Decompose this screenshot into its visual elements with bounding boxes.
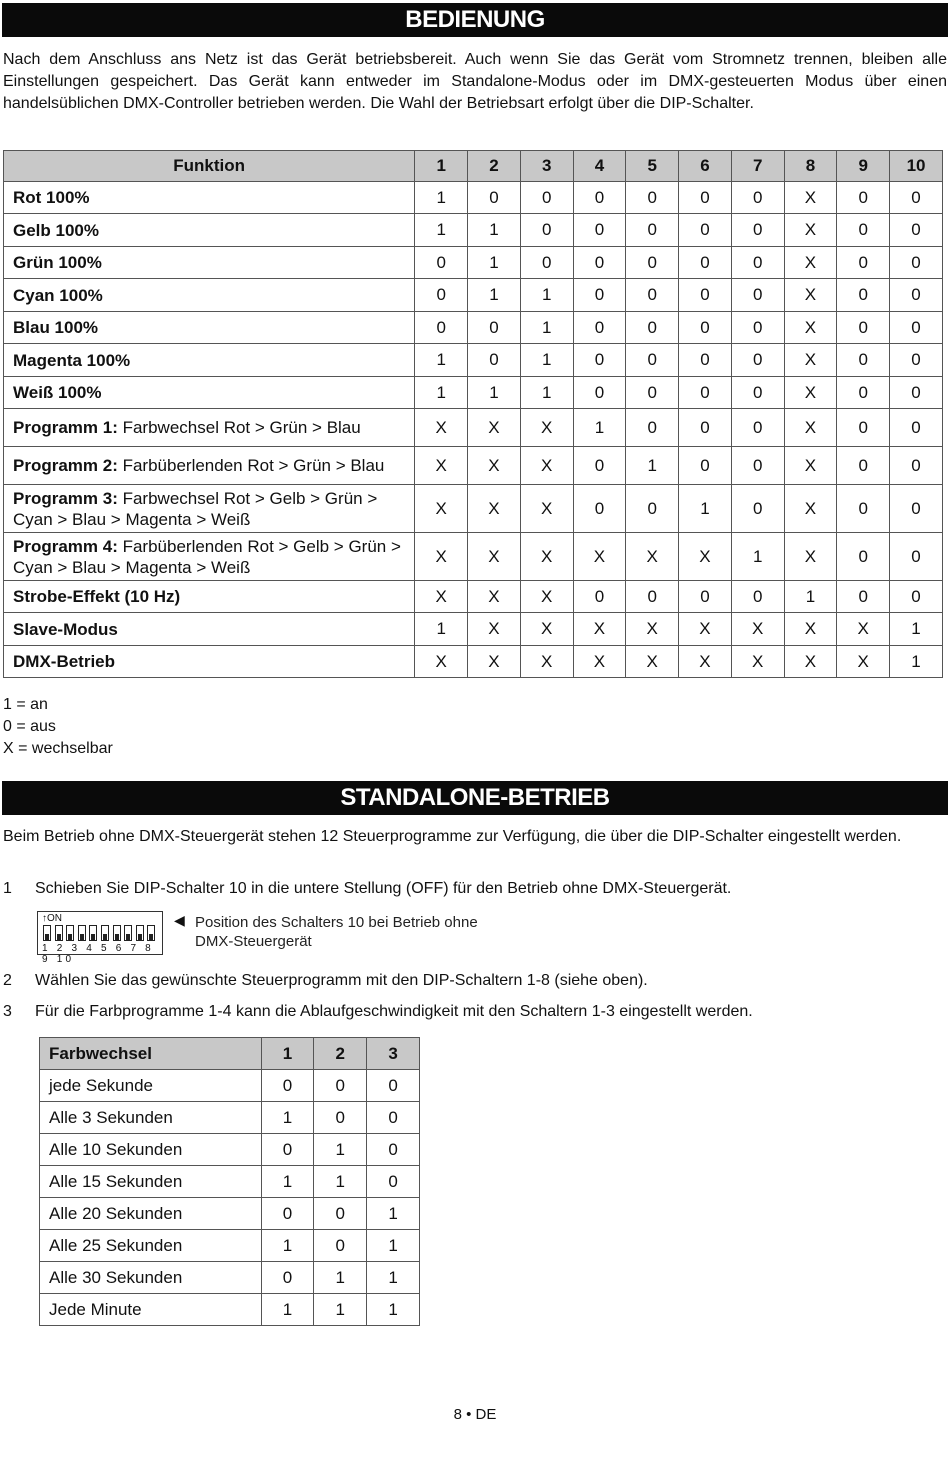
switch-value-cell: X [573, 646, 626, 678]
table-row [4, 279, 943, 312]
function-label-bold: Strobe-Effekt (10 Hz) [13, 587, 181, 606]
switch-value-cell: X [837, 613, 890, 646]
switch-value-cell: 0 [837, 533, 890, 581]
page-number: 8 • DE [453, 1406, 497, 1423]
switch-value-cell: X [784, 377, 837, 409]
function-label-bold: Slave-Modus [13, 619, 118, 639]
table-row [40, 1102, 420, 1134]
header-switch-6: 6 [679, 151, 732, 182]
switch-value-cell: X [468, 447, 521, 485]
switch-value-cell: 0 [837, 581, 890, 613]
function-label-bold: Gelb 100% [13, 220, 99, 240]
switch-value-cell: 0 [468, 344, 521, 377]
switch-value-cell: 1 [520, 279, 573, 312]
table-row [4, 533, 943, 581]
function-label-bold: Blau 100% [13, 318, 99, 337]
switch-value-cell: 0 [837, 214, 890, 247]
switch-value-cell: 0 [679, 247, 732, 279]
switch-value-cell: 0 [573, 344, 626, 377]
intro-paragraph: Nach dem Anschluss ans Netz ist das Gerät betriebsbereit. Auch wenn Sie das Gerät vom Stromnetz trennen, bleiben alle Einstellungen gespeichert. Das Gerät kann entweder im Standalone-Modus oder im DMX-gesteuerten Modus über einen handelsüblichen DMX-Controller betrieben werden. Die Wahl der Betriebsart erfolgt über die DIP-Schalter. [3, 51, 947, 112]
switch-value-cell: 0 [314, 1070, 367, 1102]
switch-value-cell: 0 [731, 214, 784, 247]
switch-value-cell: 0 [626, 214, 679, 247]
dip-switch-knob [115, 934, 119, 940]
switch-value-cell: 0 [261, 1070, 314, 1102]
switch-value-cell: 0 [573, 279, 626, 312]
switch-value-cell: 0 [573, 182, 626, 214]
header-switch-1: 1 [415, 151, 468, 182]
section-title-standalone: STANDALONE-BETRIEB [2, 781, 948, 815]
dip-switch [147, 925, 155, 941]
switch-value-cell: 0 [731, 312, 784, 344]
table-row [40, 1134, 420, 1166]
switch-value-cell: 1 [415, 182, 468, 214]
switch-value-cell: 0 [890, 377, 943, 409]
step-number: 2 [3, 972, 12, 989]
step-3 [3, 1001, 753, 1023]
switch-value-cell: 0 [679, 377, 732, 409]
switch-value-cell: X [573, 533, 626, 581]
switch-value-cell: X [837, 646, 890, 678]
switch-value-cell: 0 [731, 409, 784, 447]
step-1 [3, 878, 731, 900]
switch-value-cell: 0 [837, 279, 890, 312]
step-2 [3, 970, 648, 992]
header-switch-3: 3 [367, 1038, 420, 1070]
switch-value-cell: 0 [261, 1134, 314, 1166]
function-label-detail: Farbwechsel Rot > Grün > Blau [117, 418, 361, 437]
switch-value-cell: X [520, 581, 573, 613]
switch-value-cell: 0 [890, 182, 943, 214]
switch-value-cell: 0 [731, 279, 784, 312]
table-row [40, 1230, 420, 1262]
function-label-detail: Farbwechsel Rot > Gelb > Grün > Cyan > Blau > Magenta > Weiß [13, 488, 378, 529]
switch-value-cell: 0 [626, 377, 679, 409]
table-row [4, 214, 943, 247]
switch-value-cell: X [784, 214, 837, 247]
legend-on: 1 = an [3, 696, 48, 713]
switch-value-cell: 1 [367, 1198, 420, 1230]
switch-value-cell: 0 [679, 409, 732, 447]
speed-label-cell: Alle 3 Sekunden [40, 1102, 262, 1134]
header-switch-2: 2 [314, 1038, 367, 1070]
switch-value-cell: 0 [261, 1262, 314, 1294]
caption-line-2: DMX-Steuergerät [195, 933, 312, 950]
header-farbwechsel: Farbwechsel [40, 1038, 262, 1070]
switch-value-cell: 0 [367, 1134, 420, 1166]
speed-table-header [40, 1038, 420, 1070]
dip-switch [78, 925, 86, 941]
switch-value-cell: 0 [890, 312, 943, 344]
function-cell [4, 646, 415, 678]
table-row [4, 409, 943, 447]
switch-value-cell: 0 [731, 447, 784, 485]
table-row [4, 377, 943, 409]
table-row [4, 613, 943, 646]
switch-value-cell: 0 [626, 409, 679, 447]
section-title-bedienung: BEDIENUNG [2, 3, 948, 37]
switch-value-cell: 1 [573, 409, 626, 447]
step-text: Für die Farbprogramme 1-4 kann die Ablaufgeschwindigkeit mit den Schaltern 1-3 eingestellt werden. [35, 1003, 753, 1020]
dip-switch-knob [103, 934, 107, 940]
header-switch-5: 5 [626, 151, 679, 182]
function-cell [4, 447, 415, 485]
switch-value-cell: 1 [261, 1102, 314, 1134]
switch-value-cell: X [784, 447, 837, 485]
function-label-bold: Programm 3: [13, 488, 118, 508]
function-cell [4, 344, 415, 377]
switch-value-cell: 0 [837, 447, 890, 485]
header-switch-7: 7 [731, 151, 784, 182]
switch-value-cell: 0 [679, 312, 732, 344]
table-row [4, 344, 943, 377]
switch-value-cell: 1 [261, 1294, 314, 1326]
header-switch-10: 10 [890, 151, 943, 182]
function-label-bold: Cyan 100% [13, 285, 103, 305]
switch-value-cell: 0 [679, 182, 732, 214]
function-cell [4, 485, 415, 533]
arrow-left-icon: ◀ [174, 912, 185, 928]
function-label-bold: Programm 1: [13, 418, 118, 437]
dip-switch [113, 925, 121, 941]
function-cell [4, 247, 415, 279]
dip-switch [136, 925, 144, 941]
switch-value-cell: 1 [468, 377, 521, 409]
dip-switch [43, 925, 51, 941]
switch-value-cell: X [679, 613, 732, 646]
switch-value-cell: X [520, 646, 573, 678]
switch-value-cell: X [679, 533, 732, 581]
function-cell [4, 533, 415, 581]
table-row [40, 1294, 420, 1326]
switch-value-cell: 1 [367, 1294, 420, 1326]
switch-value-cell: 1 [314, 1262, 367, 1294]
switch-value-cell: X [784, 646, 837, 678]
standalone-intro-paragraph: Beim Betrieb ohne DMX-Steuergerät stehen 12 Steuerprogramme zur Verfügung, die über die DIP-Schalter eingestellt werden. [3, 828, 902, 845]
dip-switch-knob [138, 934, 142, 940]
table-row [40, 1198, 420, 1230]
switch-value-cell: 1 [626, 447, 679, 485]
header-switch-1: 1 [261, 1038, 314, 1070]
switch-value-cell: 0 [626, 182, 679, 214]
function-label-bold: Weiß 100% [13, 383, 102, 402]
switch-value-cell: 0 [837, 312, 890, 344]
function-cell [4, 214, 415, 247]
dip-switch-table [3, 150, 943, 678]
function-cell [4, 613, 415, 646]
dip-switch [89, 925, 97, 941]
switch-value-cell: 0 [731, 182, 784, 214]
dip-switch [55, 925, 63, 941]
function-cell [4, 279, 415, 312]
switch-value-cell: X [784, 409, 837, 447]
speed-label-cell: Jede Minute [40, 1294, 262, 1326]
switch-value-cell: 0 [626, 485, 679, 533]
table-row [4, 447, 943, 485]
switch-value-cell: 0 [837, 485, 890, 533]
switch-value-cell: 0 [468, 182, 521, 214]
step-text: Schieben Sie DIP-Schalter 10 in die untere Stellung (OFF) für den Betrieb ohne DMX-Steuergerät. [35, 880, 732, 897]
switch-value-cell: X [626, 646, 679, 678]
dip-switch-graphic [37, 911, 163, 965]
switch-value-cell: 0 [573, 247, 626, 279]
switch-value-cell: X [731, 613, 784, 646]
step-number: 3 [3, 1003, 12, 1020]
function-label-bold: DMX-Betrieb [13, 652, 116, 671]
switch-value-cell: 1 [890, 613, 943, 646]
switch-value-cell: 1 [314, 1294, 367, 1326]
switch-value-cell: 1 [367, 1262, 420, 1294]
function-label-bold: Rot 100% [13, 188, 90, 207]
switch-value-cell: 0 [890, 344, 943, 377]
switch-value-cell: 0 [415, 312, 468, 344]
table-row [4, 312, 943, 344]
switch-value-cell: 0 [626, 344, 679, 377]
dip-switch-knob [80, 934, 84, 940]
switch-value-cell: 0 [626, 581, 679, 613]
switch-value-cell: X [626, 533, 679, 581]
switch-value-cell: 0 [731, 377, 784, 409]
switch-value-cell: 0 [890, 247, 943, 279]
function-label-bold: Programm 2: [13, 456, 118, 475]
step-number: 1 [3, 880, 12, 897]
switch-value-cell: 0 [573, 312, 626, 344]
switch-value-cell: 0 [890, 485, 943, 533]
switch-value-cell: 0 [837, 377, 890, 409]
switch-value-cell: 0 [837, 247, 890, 279]
switch-value-cell: 0 [679, 344, 732, 377]
switch-value-cell: 1 [679, 485, 732, 533]
switch-value-cell: 0 [367, 1070, 420, 1102]
switch-value-cell: 0 [314, 1230, 367, 1262]
switch-value-cell: X [626, 613, 679, 646]
switch-value-cell: X [679, 646, 732, 678]
header-switch-9: 9 [837, 151, 890, 182]
switch-value-cell: 1 [890, 646, 943, 678]
switch-value-cell: X [784, 344, 837, 377]
switch-value-cell: 0 [573, 581, 626, 613]
switch-value-cell: 1 [261, 1230, 314, 1262]
step-text: Wählen Sie das gewünschte Steuerprogramm mit den DIP-Schaltern 1-8 (siehe oben). [35, 972, 648, 989]
header-switch-4: 4 [573, 151, 626, 182]
switch-value-cell: X [415, 447, 468, 485]
switch-value-cell: 0 [837, 409, 890, 447]
switch-value-cell: 1 [314, 1166, 367, 1198]
switch-value-cell: 1 [520, 312, 573, 344]
dip-switch-knob [91, 934, 95, 940]
table-row [40, 1070, 420, 1102]
dip-on-label: ↑ON [42, 913, 62, 924]
switch-value-cell: 0 [520, 247, 573, 279]
switch-value-cell: 0 [731, 581, 784, 613]
dip-switch-knob [126, 934, 130, 940]
switch-value-cell: X [468, 409, 521, 447]
switch-value-cell: 0 [573, 214, 626, 247]
switch-value-cell: 1 [261, 1166, 314, 1198]
speed-table [39, 1037, 420, 1326]
switch-value-cell: X [573, 613, 626, 646]
switch-value-cell: X [520, 533, 573, 581]
table-row [40, 1166, 420, 1198]
speed-label-cell: Alle 10 Sekunden [40, 1134, 262, 1166]
function-label-bold: Programm 4: [13, 536, 118, 556]
switch-value-cell: 0 [520, 182, 573, 214]
switch-value-cell: 0 [679, 447, 732, 485]
header-switch-8: 8 [784, 151, 837, 182]
dip-switch [124, 925, 132, 941]
switch-value-cell: X [415, 646, 468, 678]
switch-value-cell: 0 [261, 1198, 314, 1230]
switch-value-cell: X [468, 533, 521, 581]
switch-value-cell: X [468, 646, 521, 678]
speed-label-cell: Alle 20 Sekunden [40, 1198, 262, 1230]
switch-value-cell: X [784, 182, 837, 214]
switch-value-cell: X [784, 533, 837, 581]
switch-value-cell: X [784, 312, 837, 344]
speed-label-cell: Alle 30 Sekunden [40, 1262, 262, 1294]
function-cell [4, 182, 415, 214]
function-cell [4, 312, 415, 344]
speed-label-cell: Alle 15 Sekunden [40, 1166, 262, 1198]
switch-value-cell: X [784, 279, 837, 312]
legend [3, 694, 113, 760]
switch-value-cell: 1 [468, 247, 521, 279]
switch-value-cell: X [468, 485, 521, 533]
switch-value-cell: 0 [837, 344, 890, 377]
function-label-bold: Grün 100% [13, 253, 102, 272]
legend-off: 0 = aus [3, 718, 56, 735]
header-switch-3: 3 [520, 151, 573, 182]
caption-line-1: Position des Schalters 10 bei Betrieb ohne [195, 914, 478, 931]
switch-value-cell: 1 [415, 214, 468, 247]
table-row [4, 247, 943, 279]
switch-value-cell: 0 [626, 312, 679, 344]
switch-value-cell: 0 [890, 409, 943, 447]
switch-value-cell: 0 [415, 279, 468, 312]
switch-value-cell: 0 [731, 485, 784, 533]
speed-label-cell: jede Sekunde [40, 1070, 262, 1102]
header-switch-2: 2 [468, 151, 521, 182]
dip-switch [66, 925, 74, 941]
switch-value-cell: 1 [367, 1230, 420, 1262]
table-row [40, 1262, 420, 1294]
table-row [4, 485, 943, 533]
switch-value-cell: X [468, 613, 521, 646]
switch-value-cell: 0 [520, 214, 573, 247]
switch-value-cell: X [468, 581, 521, 613]
switch-value-cell: 0 [314, 1102, 367, 1134]
switch-value-cell: 0 [731, 247, 784, 279]
table-row [4, 581, 943, 613]
switch-value-cell: X [520, 613, 573, 646]
switch-value-cell: 0 [890, 533, 943, 581]
switch-value-cell: 0 [890, 581, 943, 613]
switch-value-cell: 1 [468, 214, 521, 247]
function-cell [4, 377, 415, 409]
switch-value-cell: 0 [573, 377, 626, 409]
dip-table-header [4, 151, 943, 182]
dip-switch-knob [57, 934, 61, 940]
table-row [4, 182, 943, 214]
switch-value-cell: 1 [731, 533, 784, 581]
switch-value-cell: 0 [367, 1166, 420, 1198]
switch-value-cell: 0 [837, 182, 890, 214]
function-label-bold: Magenta 100% [13, 350, 131, 370]
switch-value-cell: X [415, 581, 468, 613]
switch-value-cell: X [415, 485, 468, 533]
table-row [4, 646, 943, 678]
switch-value-cell: X [784, 613, 837, 646]
switch-value-cell: 1 [784, 581, 837, 613]
switch-value-cell: 1 [415, 344, 468, 377]
switch-value-cell: X [784, 247, 837, 279]
switch-value-cell: X [520, 447, 573, 485]
switch-value-cell: 0 [890, 279, 943, 312]
switch-value-cell: 1 [520, 377, 573, 409]
speed-label-cell: Alle 25 Sekunden [40, 1230, 262, 1262]
switch-value-cell: 0 [314, 1198, 367, 1230]
dip-switch-knob [68, 934, 72, 940]
switch-value-cell: 0 [679, 214, 732, 247]
switch-value-cell: 0 [731, 344, 784, 377]
switch-value-cell: 1 [415, 377, 468, 409]
switch-value-cell: 0 [573, 447, 626, 485]
switch-value-cell: X [784, 485, 837, 533]
switch-value-cell: 1 [468, 279, 521, 312]
switch-value-cell: 0 [468, 312, 521, 344]
function-label-detail: Farbüberlenden Rot > Gelb > Grün > Cyan > Blau > Magenta > Weiß [13, 536, 401, 577]
function-label-detail: Farbüberlenden Rot > Grün > Blau [117, 456, 385, 475]
switch-value-cell: 1 [520, 344, 573, 377]
switch-value-cell: X [415, 409, 468, 447]
switch-value-cell: X [520, 409, 573, 447]
header-funktion: Funktion [4, 151, 415, 182]
switch-value-cell: 0 [626, 247, 679, 279]
switch-value-cell: 0 [890, 447, 943, 485]
dip-switch-caption [195, 913, 478, 951]
switch-value-cell: 0 [367, 1102, 420, 1134]
dip-switch-knob [45, 934, 49, 940]
switch-value-cell: 0 [573, 485, 626, 533]
switch-value-cell: X [415, 533, 468, 581]
dip-switch-numbers: 1 2 3 4 5 6 7 8 9 10 [42, 943, 154, 965]
function-cell [4, 581, 415, 613]
switch-value-cell: 1 [415, 613, 468, 646]
dip-switch-knob [149, 934, 153, 940]
legend-switchable: X = wechselbar [3, 740, 113, 757]
switch-value-cell: 1 [314, 1134, 367, 1166]
function-cell [4, 409, 415, 447]
switch-value-cell: 0 [679, 279, 732, 312]
switch-value-cell: X [731, 646, 784, 678]
dip-switch [101, 925, 109, 941]
switch-value-cell: 0 [890, 214, 943, 247]
switch-value-cell: X [520, 485, 573, 533]
switch-value-cell: 0 [679, 581, 732, 613]
switch-value-cell: 0 [626, 279, 679, 312]
switch-value-cell: 0 [415, 247, 468, 279]
